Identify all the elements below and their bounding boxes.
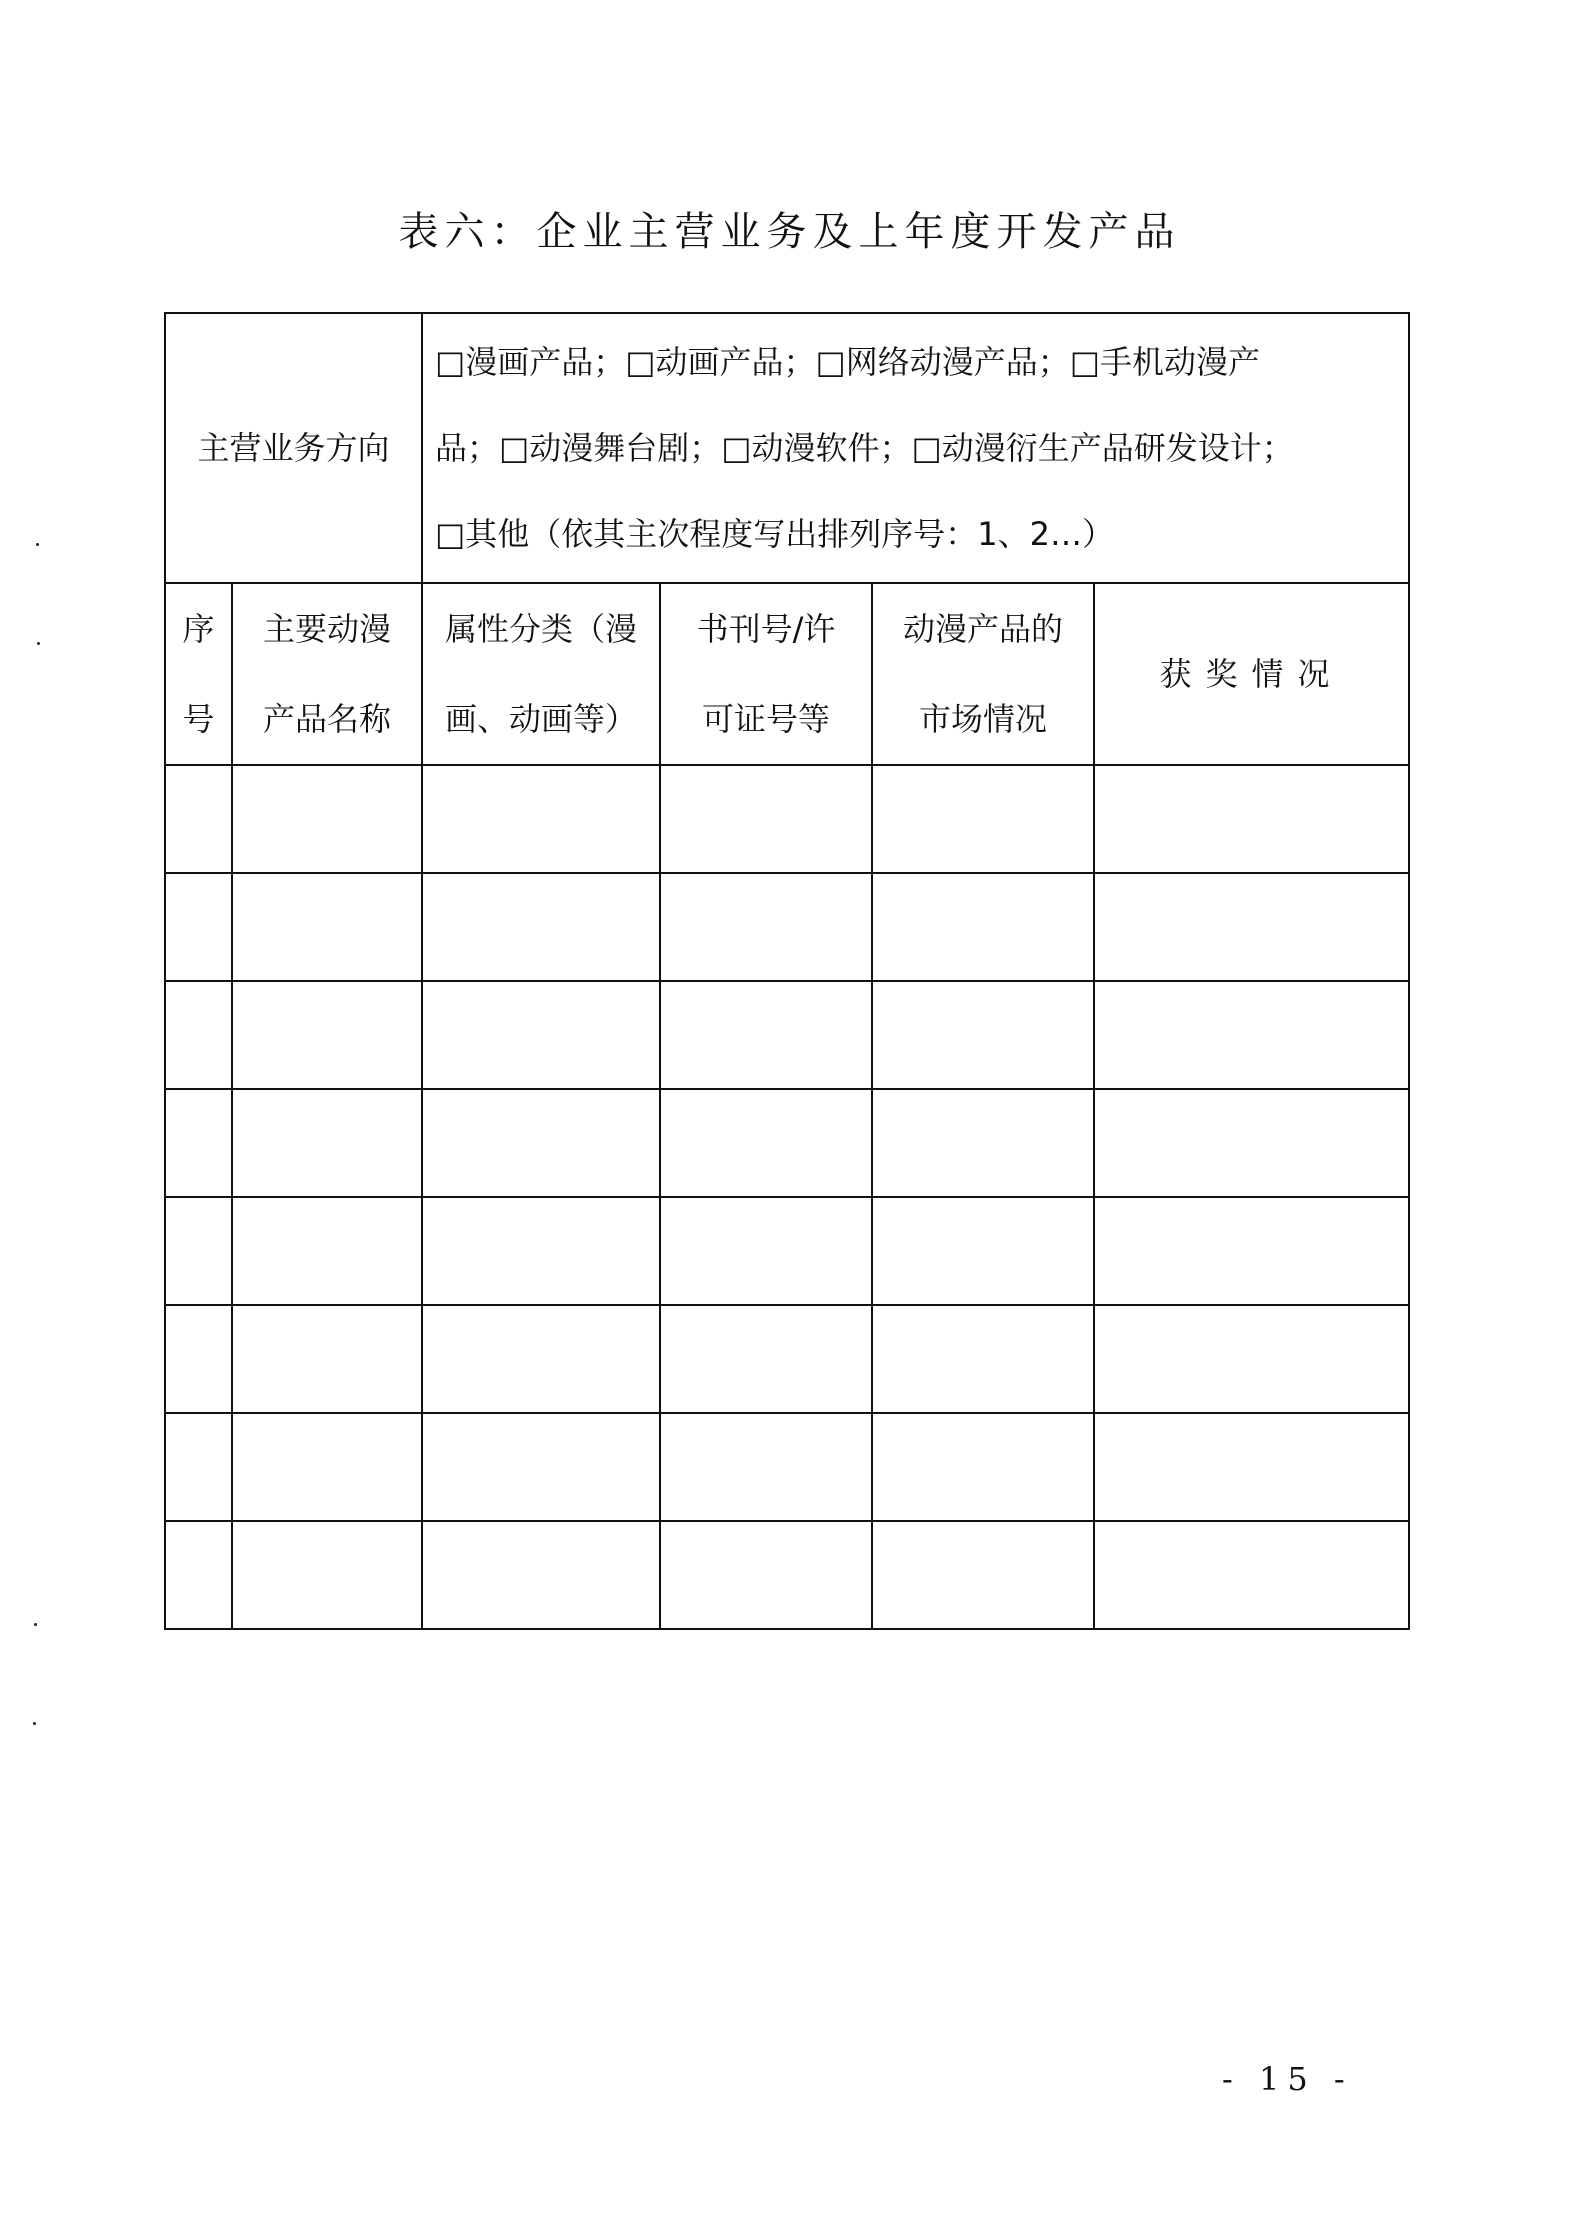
options-line-3: □其他（依其主次程度写出排列序号：1、2…） [435,515,1114,553]
cell-index[interactable] [165,1089,232,1197]
cell-license[interactable] [660,1521,872,1629]
cell-awards[interactable] [1094,765,1409,873]
table-title: 表六：企业主营业务及上年度开发产品 [398,209,1181,255]
cell-index[interactable] [165,981,232,1089]
col-header-market: 动漫产品的 市场情况 [872,583,1094,765]
cell-awards[interactable] [1094,1197,1409,1305]
page-number: - 15 - [1222,2060,1353,2098]
cell-license[interactable] [660,1413,872,1521]
business-direction-row [165,313,1409,583]
cell-awards[interactable] [1094,873,1409,981]
cell-category[interactable] [422,1521,660,1629]
cell-index[interactable] [165,1305,232,1413]
cell-category[interactable] [422,765,660,873]
business-products-table [164,312,1410,1630]
options-line-2: 品；□动漫舞台剧；□动漫软件；□动漫衍生产品研发设计； [435,429,1294,467]
cell-awards[interactable] [1094,1305,1409,1413]
scan-mark [36,543,39,546]
cell-category[interactable] [422,1305,660,1413]
table-row [165,1413,1409,1521]
cell-product-name[interactable] [232,765,422,873]
cell-market[interactable] [872,1521,1094,1629]
cell-index[interactable] [165,873,232,981]
scan-mark [33,1722,36,1725]
cell-index[interactable] [165,765,232,873]
options-line-1: □漫画产品；□动画产品；□网络动漫产品；□手机动漫产 [435,343,1260,381]
col-header-category: 属性分类（漫 画、动画等） [422,583,660,765]
cell-product-name[interactable] [232,1197,422,1305]
column-header-row [165,583,1409,765]
cell-market[interactable] [872,1413,1094,1521]
cell-market[interactable] [872,1197,1094,1305]
cell-category[interactable] [422,873,660,981]
cell-market[interactable] [872,873,1094,981]
table-row [165,1089,1409,1197]
cell-license[interactable] [660,873,872,981]
scan-mark [34,1623,37,1626]
table-row [165,1305,1409,1413]
cell-index[interactable] [165,1413,232,1521]
cell-category[interactable] [422,1197,660,1305]
cell-license[interactable] [660,981,872,1089]
table-row [165,873,1409,981]
cell-market[interactable] [872,1305,1094,1413]
cell-product-name[interactable] [232,981,422,1089]
cell-index[interactable] [165,1521,232,1629]
col-header-product-name: 主要动漫 产品名称 [232,583,422,765]
cell-license[interactable] [660,765,872,873]
table-row [165,765,1409,873]
business-direction-options[interactable] [422,313,1409,583]
cell-awards[interactable] [1094,1413,1409,1521]
cell-license[interactable] [660,1089,872,1197]
cell-awards[interactable] [1094,981,1409,1089]
cell-product-name[interactable] [232,1413,422,1521]
scan-mark [37,642,40,645]
table-row [165,1521,1409,1629]
col-header-awards: 获奖情况 [1094,583,1409,765]
business-direction-label: 主营业务方向 [165,313,422,583]
cell-category[interactable] [422,981,660,1089]
cell-index[interactable] [165,1197,232,1305]
cell-market[interactable] [872,1089,1094,1197]
cell-market[interactable] [872,765,1094,873]
col-header-license-number: 书刊号/许 可证号等 [660,583,872,765]
cell-awards[interactable] [1094,1089,1409,1197]
cell-product-name[interactable] [232,1089,422,1197]
cell-category[interactable] [422,1089,660,1197]
cell-market[interactable] [872,981,1094,1089]
cell-product-name[interactable] [232,1305,422,1413]
cell-license[interactable] [660,1305,872,1413]
cell-license[interactable] [660,1197,872,1305]
cell-product-name[interactable] [232,873,422,981]
cell-awards[interactable] [1094,1521,1409,1629]
table-row [165,981,1409,1089]
col-header-index: 序 号 [165,583,232,765]
table-row [165,1197,1409,1305]
cell-category[interactable] [422,1413,660,1521]
cell-product-name[interactable] [232,1521,422,1629]
